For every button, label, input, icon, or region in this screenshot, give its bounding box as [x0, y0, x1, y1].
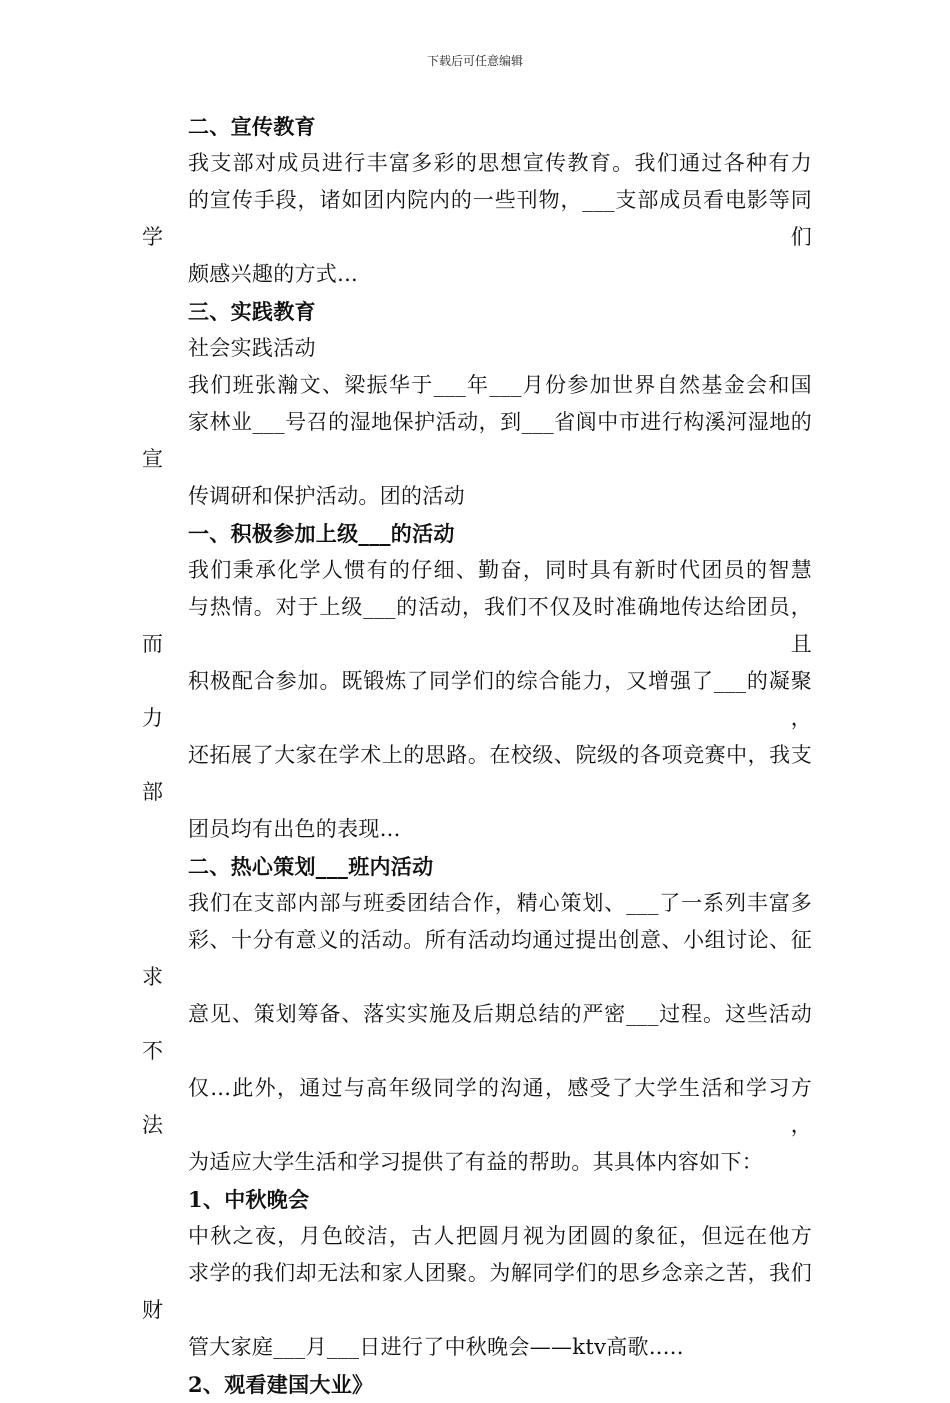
text-line: 彩、十分有意义的活动。所有活动均通过提出创意、小组讨论、征求: [142, 928, 812, 989]
text-line: 求学的我们却无法和家人团聚。为解同学们的思乡念亲之苦，我们财: [142, 1261, 812, 1322]
text-line: 我们班张瀚文、梁振华于___年___月份参加世界自然基金会和国: [188, 373, 812, 397]
text-line: 传调研和保护活动。团的活动: [188, 484, 465, 508]
text-line: 我们秉承化学人惯有的仔细、勤奋，同时具有新时代团员的智慧: [188, 558, 812, 582]
text-line: 团员均有出色的表现...: [188, 817, 401, 841]
text-line: 的宣传手段，诸如团内院内的一些刊物，___支部成员看电影等同学们: [142, 188, 812, 249]
text-line: 我支部对成员进行丰富多彩的思想宣传教育。我们通过各种有力: [188, 151, 812, 175]
section-heading: [142, 1366, 812, 1403]
paragraph: [142, 552, 812, 848]
section-heading: [142, 515, 812, 552]
section-heading: [142, 108, 812, 145]
section-heading: [142, 848, 812, 885]
paragraph: [142, 367, 812, 515]
text-line: 我们在支部内部与班委团结合作，精心策划、___了一系列丰富多: [188, 891, 812, 915]
section-heading: [142, 293, 812, 330]
paragraph: [142, 330, 812, 367]
text-line: 中秋之夜，月色皎洁，古人把圆月视为团圆的象征，但远在他方: [188, 1224, 812, 1248]
text-line: 1、中秋晚会: [188, 1187, 310, 1212]
text-line: 管大家庭___月___日进行了中秋晚会——ktv高歌.....: [188, 1335, 684, 1359]
text-line: 2、观看建国大业》: [188, 1372, 374, 1397]
text-line: 颇感兴趣的方式...: [188, 262, 359, 286]
text-line: 积极配合参加。既锻炼了同学们的综合能力，又增强了___的凝聚力，: [142, 669, 812, 730]
text-line: 家林业___号召的湿地保护活动，到___省阆中市进行构溪河湿地的宣: [142, 410, 812, 471]
text-line: 二、宣传教育: [188, 114, 316, 139]
page-header: 下载后可任意编辑: [426, 54, 523, 68]
text-line: 意见、策划筹备、落实实施及后期总结的严密___过程。这些活动不: [142, 1002, 812, 1063]
paragraph: [142, 1218, 812, 1366]
text-line: 社会实践活动: [188, 336, 316, 360]
text-line: 仅...此外，通过与高年级同学的沟通，感受了大学生活和学习方法，: [142, 1076, 812, 1137]
text-line: 三、实践教育: [188, 299, 316, 324]
paragraph: [142, 885, 812, 1181]
paragraph: [142, 145, 812, 293]
text-line: 为适应大学生活和学习提供了有益的帮助。其具体内容如下：: [188, 1150, 764, 1174]
section-heading: [142, 1181, 812, 1218]
text-line: 还拓展了大家在学术上的思路。在校级、院级的各项竞赛中，我支部: [142, 743, 812, 804]
text-line: 一、积极参加上级___的活动: [188, 521, 455, 546]
document-body: [142, 108, 812, 1403]
text-line: 与热情。对于上级___的活动，我们不仅及时准确地传达给团员，而且: [142, 595, 812, 656]
text-line: 二、热心策划___班内活动: [188, 854, 434, 879]
